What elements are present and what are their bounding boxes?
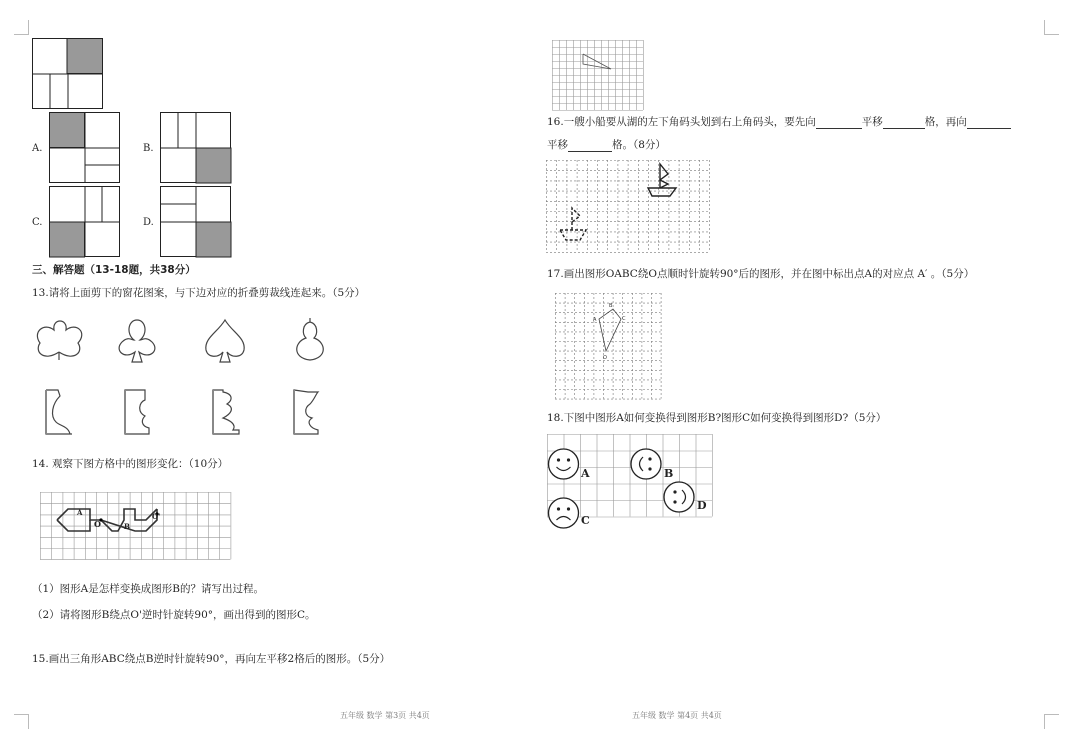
option-c-figure[interactable] xyxy=(49,186,121,258)
question-14-part-1: （1）图形A是怎样变换成图形B的？请写出过程。 xyxy=(32,583,264,595)
crop-mark-top-right xyxy=(1044,20,1059,35)
option-a-label[interactable]: A. xyxy=(32,143,43,154)
option-b-figure[interactable] xyxy=(160,112,232,184)
question-15-grid[interactable] xyxy=(552,40,644,110)
q17-point-label-a: A xyxy=(593,317,597,323)
fold-line-4[interactable] xyxy=(292,388,322,436)
crop-mark-bottom-left xyxy=(14,714,29,729)
smiley-face xyxy=(549,498,579,528)
question-15: 15.画出三角形ABC绕点B逆时针旋转90°，再向左平移2格后的图形。（5分） xyxy=(32,653,391,665)
q14-label-o: O xyxy=(94,519,101,529)
right-page-footer: 五年级 数学 第4页 共4页 xyxy=(632,711,722,720)
q18-label-c: C xyxy=(581,514,590,527)
crop-mark-bottom-right xyxy=(1044,714,1059,729)
fold-figure-question xyxy=(32,38,104,110)
cut-shape-spade[interactable] xyxy=(202,318,248,364)
q14-label-o-prime: O' xyxy=(152,512,161,521)
q17-point-label-o: O xyxy=(603,355,607,361)
question-13: 13.请将上面剪下的窗花图案，与下边对应的折叠剪裁线连起来。（5分） xyxy=(32,287,366,299)
q16-blank-direction-2[interactable] xyxy=(967,118,1011,129)
option-c-label[interactable]: C. xyxy=(32,217,43,228)
q18-label-d: D xyxy=(697,499,707,512)
smiley-face xyxy=(664,482,694,512)
q16-blank-direction-1[interactable] xyxy=(816,118,862,129)
question-18-grid[interactable] xyxy=(547,434,713,528)
q17-point-label-b: B xyxy=(609,303,613,309)
question-14: 14. 观察下图方格中的图形变化：（10分） xyxy=(32,458,229,470)
question-14-part-2: （2）请将图形B绕点O'逆时针旋转90°，画出得到的图形C。 xyxy=(32,609,316,621)
option-d-label[interactable]: D. xyxy=(143,217,154,228)
q14-label-b: B xyxy=(124,522,130,531)
fold-line-2[interactable] xyxy=(123,388,153,436)
question-16 xyxy=(547,115,1011,129)
question-18: 18.下图中图形A如何变换得到图形B?图形C如何变换得到图形D?（5分） xyxy=(547,412,887,424)
smiley-face xyxy=(631,449,661,479)
question-16-grid[interactable] xyxy=(546,160,710,256)
q16-blank-count-1[interactable] xyxy=(883,118,925,129)
option-d-figure[interactable] xyxy=(160,186,232,258)
question-17-grid[interactable] xyxy=(555,293,663,399)
option-a-figure[interactable] xyxy=(49,112,121,184)
cut-shape-trefoil[interactable] xyxy=(34,318,84,364)
option-b-label[interactable]: B. xyxy=(143,143,154,154)
section3-heading: 三、解答题（13-18题，共38分） xyxy=(32,264,196,276)
cut-shape-gourd[interactable] xyxy=(290,316,330,364)
left-page-footer: 五年级 数学 第3页 共4页 xyxy=(340,711,430,720)
q16-blank-count-2[interactable] xyxy=(568,141,612,152)
q18-label-b: B xyxy=(664,467,674,480)
q14-label-a: A xyxy=(77,508,83,517)
question-16-line-2 xyxy=(547,138,666,152)
q16-text-e: 格。（8分） xyxy=(612,139,666,151)
crop-mark-top-left xyxy=(14,20,29,35)
question-17: 17.画出图形OABC绕O点顺时针旋转90°后的图形，并在图中标出点A的对应点 A′ 。（5分） xyxy=(547,268,975,280)
q17-point-label-c: C xyxy=(622,316,626,322)
q18-label-a: A xyxy=(581,467,590,480)
q16-text-b: 平移 xyxy=(861,116,883,128)
question-14-grid[interactable] xyxy=(40,492,230,564)
q16-text-a: 16.一艘小船要从湖的左下角码头划到右上角码头，要先向 xyxy=(547,116,816,128)
fold-line-1[interactable] xyxy=(44,388,74,436)
q16-text-c: 格，再向 xyxy=(924,116,967,128)
fold-line-3[interactable] xyxy=(211,388,241,436)
q16-text-d: 平移 xyxy=(547,139,568,151)
cut-shape-club[interactable] xyxy=(114,318,160,364)
smiley-face xyxy=(549,449,579,479)
